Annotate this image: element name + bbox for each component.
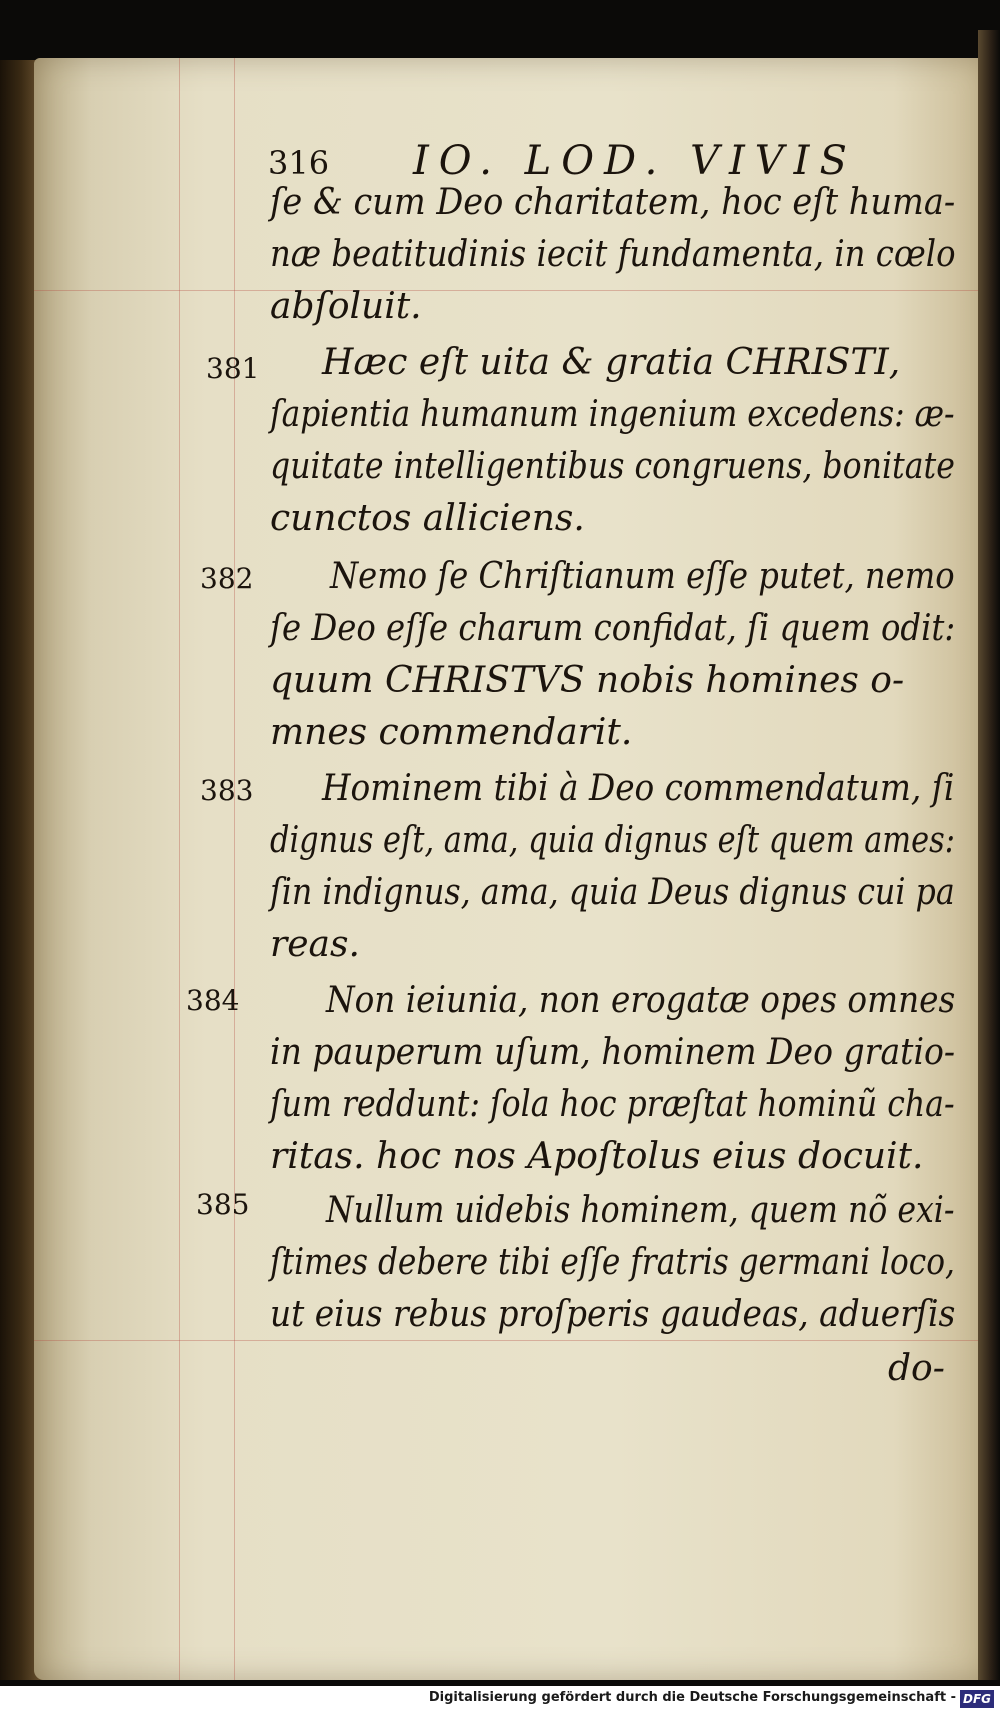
digitization-footer bbox=[0, 1686, 1000, 1712]
page-header bbox=[268, 138, 868, 188]
marginal-number: 384 bbox=[186, 984, 240, 1017]
text-line: ut eius rebus proſperis gaudeas, aduerſis bbox=[270, 1294, 956, 1335]
ruled-line bbox=[34, 1340, 989, 1341]
running-head: IO. LOD. VIVIS bbox=[413, 138, 857, 184]
text-line: Hominem tibi à Deo commendatum, ſi bbox=[322, 768, 955, 809]
dfg-logo: DFG bbox=[960, 1690, 994, 1708]
ruled-line bbox=[234, 58, 235, 1680]
text-line: ſtimes debere tibi eſſe fratris germani loco, bbox=[270, 1242, 955, 1283]
text-line: quitate intelligentibus congruens, bonitate bbox=[270, 446, 955, 487]
text-line: ſum reddunt: ſola hoc præſtat hominũ cha- bbox=[270, 1084, 955, 1125]
text-line: Non ieiunia, non erogatæ opes omnes bbox=[326, 980, 956, 1021]
book-page bbox=[34, 58, 989, 1680]
text-line: ſin indignus, ama, quia Deus dignus cui pa bbox=[270, 872, 955, 913]
text-line: quum CHRISTVS nobis homines o- bbox=[270, 660, 905, 701]
marginal-number: 381 bbox=[206, 352, 260, 385]
page-edge bbox=[978, 30, 1000, 1680]
text-line: næ beatitudinis iecit fundamenta, in cœlo bbox=[270, 234, 956, 275]
page-number: 316 bbox=[268, 144, 330, 182]
text-line: in pauperum uſum, hominem Deo gratio- bbox=[270, 1032, 956, 1073]
text-line: Nemo ſe Chriſtianum eſſe putet, nemo bbox=[330, 556, 955, 597]
text-line: ſe & cum Deo charitatem, hoc eſt huma- bbox=[270, 182, 956, 223]
text-line: abſoluit. bbox=[270, 286, 422, 327]
marginal-number: 383 bbox=[200, 774, 254, 807]
marginal-number: 382 bbox=[200, 562, 254, 595]
text-line: cunctos alliciens. bbox=[270, 498, 585, 539]
footer-credit: Digitalisierung gefördert durch die Deutsche Forschungsgemeinschaft - bbox=[428, 1690, 956, 1705]
text-line: Hæc eſt uita & gratia CHRISTI, bbox=[322, 342, 901, 383]
text-line: mnes commendarit. bbox=[270, 712, 633, 753]
text-line: dignus eſt, ama, quia dignus eſt quem ames: bbox=[270, 820, 955, 861]
marginal-number: 385 bbox=[196, 1188, 250, 1221]
text-line: reas. bbox=[270, 924, 360, 965]
text-line: ſapientia humanum ingenium excedens: æ- bbox=[270, 394, 955, 435]
text-line: ritas. hoc nos Apoſtolus eius docuit. bbox=[270, 1136, 924, 1177]
text-line: Nullum uidebis hominem, quem nõ exi- bbox=[326, 1190, 955, 1231]
ruled-line bbox=[34, 290, 989, 291]
ruled-line bbox=[179, 58, 180, 1680]
text-line: ſe Deo eſſe charum confidat, ſi quem odit: bbox=[270, 608, 956, 649]
catchword: do- bbox=[888, 1348, 945, 1389]
